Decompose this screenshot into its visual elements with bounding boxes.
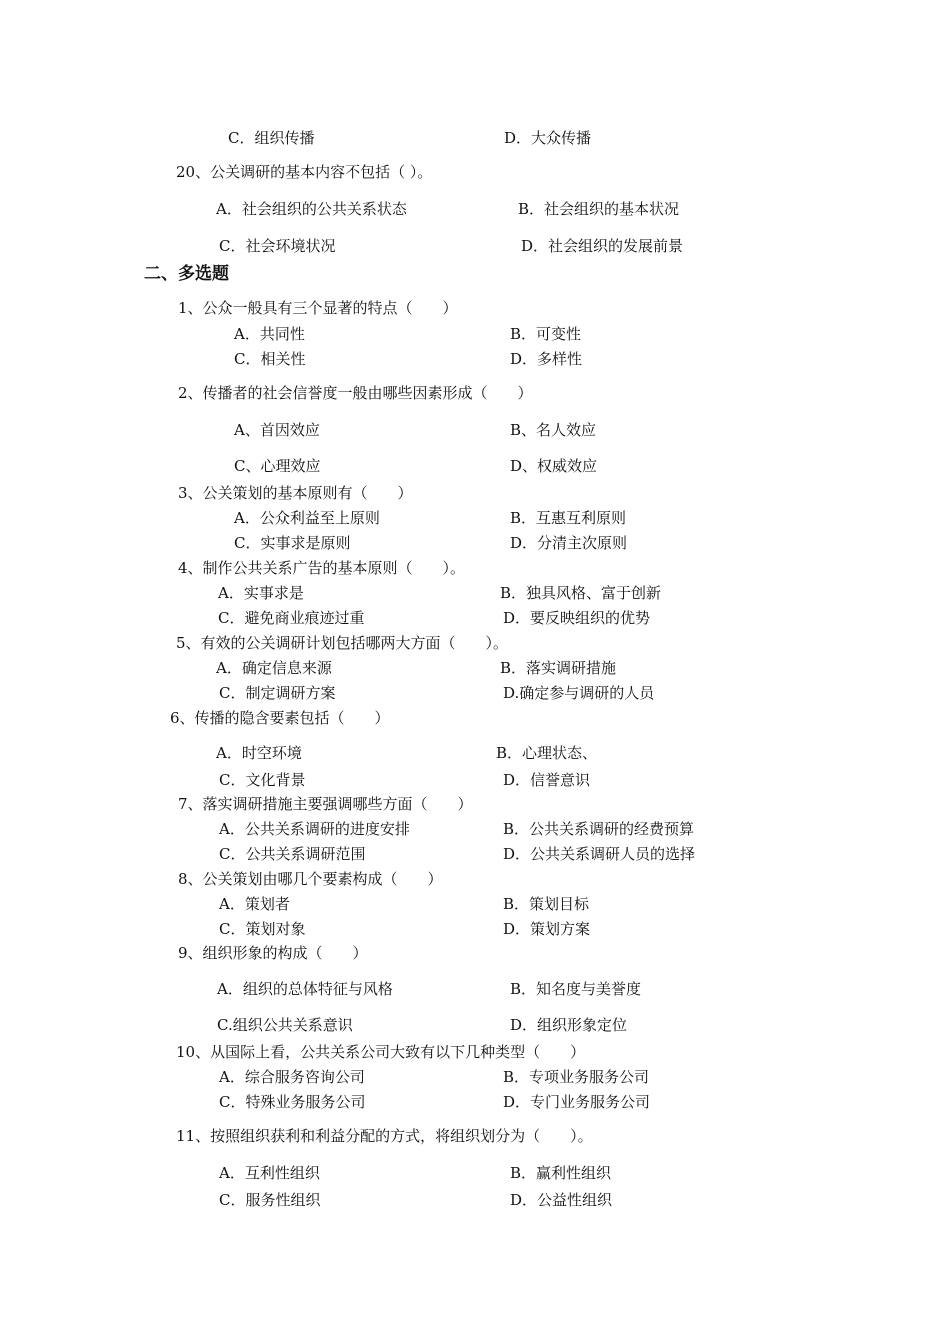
- question-7-stem: 7、落实调研措施主要强调哪些方面（ ）: [178, 795, 473, 813]
- question-3-option-b: B．互惠互利原则: [510, 509, 627, 527]
- question-4-option-b: B．独具风格、富于创新: [500, 584, 662, 602]
- question-2-option-d: D、权威效应: [510, 457, 598, 475]
- question-9-option-d: D．组织形象定位: [510, 1016, 628, 1034]
- question-1-option-b: B．可变性: [510, 325, 582, 343]
- question-10-option-d: D．专门业务服务公司: [503, 1093, 651, 1111]
- question-3-stem: 3、公关策划的基本原则有（ ）: [178, 484, 413, 502]
- question-2-stem: 2、传播者的社会信誉度一般由哪些因素形成（ ）: [178, 384, 533, 402]
- question-5-option-c: C．制定调研方案: [219, 684, 336, 702]
- question-7-option-a: A．公共关系调研的进度安排: [219, 820, 410, 838]
- question-3-option-d: D．分清主次原则: [510, 534, 628, 552]
- q20-option-d: D．社会组织的发展前景: [521, 237, 684, 255]
- question-6-option-c: C．文化背景: [219, 771, 306, 789]
- question-1-option-c: C．相关性: [234, 350, 306, 368]
- question-7-option-d: D．公共关系调研人员的选择: [503, 845, 696, 863]
- question-8-option-d: D．策划方案: [503, 920, 591, 938]
- question-6-option-b: B．心理状态、: [496, 744, 598, 762]
- question-5-option-b: B．落实调研措施: [500, 659, 617, 677]
- question-8-stem: 8、公关策划由哪几个要素构成（ ）: [178, 870, 443, 888]
- q20-option-b: B．社会组织的基本状况: [518, 200, 680, 218]
- question-4-option-d: D．要反映组织的优势: [503, 609, 651, 627]
- question-10-option-c: C．特殊业务服务公司: [219, 1093, 366, 1111]
- question-11-option-c: C．服务性组织: [219, 1191, 321, 1209]
- question-1-option-a: A．共同性: [234, 325, 305, 343]
- question-10-stem: 10、从国际上看，公共关系公司大致有以下几种类型（ ）: [176, 1043, 586, 1061]
- question-6-stem: 6、传播的隐含要素包括（ ）: [170, 709, 390, 727]
- question-2-option-a: A、首因效应: [234, 421, 320, 439]
- question-1-option-d: D．多样性: [510, 350, 583, 368]
- question-9-option-a: A．组织的总体特征与风格: [217, 980, 393, 998]
- question-6-option-a: A．时空环境: [216, 744, 302, 762]
- question-4-option-c: C．避免商业痕迹过重: [218, 609, 365, 627]
- question-8-option-a: A．策划者: [219, 895, 290, 913]
- question-3-option-c: C．实事求是原则: [234, 534, 351, 552]
- question-8-option-b: B．策划目标: [503, 895, 590, 913]
- question-11-option-d: D．公益性组织: [510, 1191, 613, 1209]
- question-7-option-c: C．公共关系调研范围: [219, 845, 366, 863]
- question-6-option-d: D．信誉意识: [503, 771, 591, 789]
- question-7-option-b: B．公共关系调研的经费预算: [503, 820, 695, 838]
- question-2-option-c: C、心理效应: [234, 457, 321, 475]
- question-11-option-a: A．互利性组织: [219, 1164, 320, 1182]
- q19-option-d: D．大众传播: [504, 129, 592, 147]
- q19-option-c: C．组织传播: [228, 129, 315, 147]
- question-10-option-b: B．专项业务服务公司: [503, 1068, 650, 1086]
- q20-option-a: A．社会组织的公共关系状态: [216, 200, 407, 218]
- question-5-option-d: D.确定参与调研的人员: [503, 684, 655, 702]
- question-9-stem: 9、组织形象的构成（ ）: [178, 944, 368, 962]
- question-11-stem: 11、按照组织获利和利益分配的方式，将组织划分为（ ）。: [176, 1127, 593, 1145]
- question-4-option-a: A．实事求是: [218, 584, 304, 602]
- question-9-option-c: C.组织公共关系意识: [217, 1016, 353, 1034]
- q20-stem: 20、公关调研的基本内容不包括（ ）。: [176, 163, 433, 181]
- section-title: 二、多选题: [144, 264, 229, 284]
- question-5-option-a: A．确定信息来源: [216, 659, 332, 677]
- question-4-stem: 4、制作公共关系广告的基本原则（ ）。: [178, 559, 466, 577]
- question-9-option-b: B．知名度与美誉度: [510, 980, 642, 998]
- question-2-option-b: B、名人效应: [510, 421, 597, 439]
- q20-option-c: C．社会环境状况: [219, 237, 336, 255]
- question-1-stem: 1、公众一般具有三个显著的特点（ ）: [178, 299, 458, 317]
- question-8-option-c: C．策划对象: [219, 920, 306, 938]
- question-10-option-a: A．综合服务咨询公司: [219, 1068, 365, 1086]
- question-5-stem: 5、有效的公关调研计划包括哪两大方面（ ）。: [176, 634, 509, 652]
- question-11-option-b: B．赢利性组织: [510, 1164, 612, 1182]
- question-3-option-a: A．公众利益至上原则: [234, 509, 380, 527]
